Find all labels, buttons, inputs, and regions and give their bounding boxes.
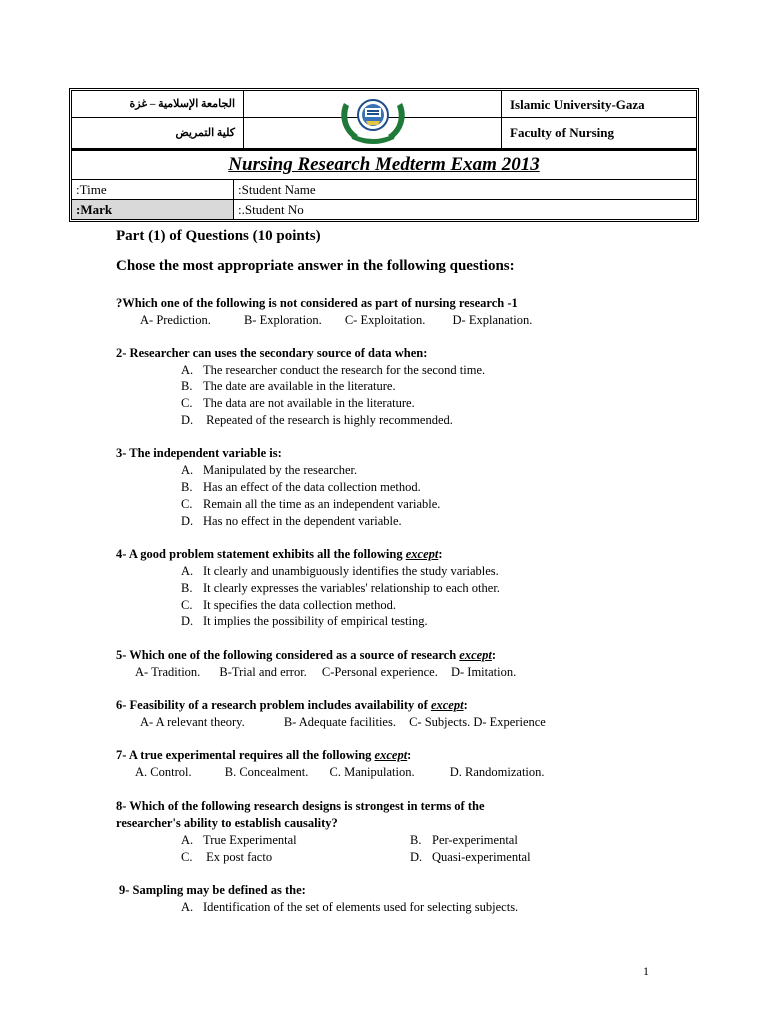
question-1-options (140, 313, 532, 328)
option-d: D. Randomization. (449, 765, 545, 779)
question-6-options (140, 715, 546, 730)
question-5-options (135, 665, 516, 680)
option-a: A. Control. (135, 765, 192, 779)
option-b: B-Trial and error. (219, 665, 307, 679)
option-c: C-Personal experience. (321, 665, 438, 679)
question-8-option-b: B. Per-experimental (410, 833, 518, 847)
question-4-option-a: A. It clearly and unambiguously identifies the study variables. (181, 564, 499, 578)
question-8-option-d: D. Quasi-experimental (410, 850, 531, 864)
faculty-name: Faculty of Nursing (510, 125, 614, 140)
university-logo-cell (244, 91, 502, 117)
question-4: 4- A good problem statement exhibits all the following except: (116, 547, 443, 561)
student-no-label: :.Student No (238, 202, 304, 217)
question-8-option-c: C. Ex post facto (181, 850, 273, 864)
instruction: Chose the most appropriate answer in the following questions: (116, 258, 515, 274)
arabic-university-name: الجامعة الإسلامية – غزة (72, 91, 244, 117)
question-8: 8- Which of the following research designs is strongest in terms of the (116, 799, 485, 813)
header-row-university (72, 91, 696, 118)
university-name: Islamic University-Gaza (510, 97, 645, 112)
student-name-label: :Student Name (238, 182, 316, 197)
logo-cell-lower (244, 118, 502, 148)
option-d: D- Explanation. (452, 313, 533, 327)
option-c: C- Subjects. D- Experience (409, 715, 546, 729)
question-3-option-b: B. Has an effect of the data collection method. (181, 480, 421, 494)
option-a: A- Tradition. (135, 665, 201, 679)
part-heading: Part (1) of Questions (10 points) (116, 228, 321, 244)
header-row-faculty (72, 118, 696, 149)
question-1: ?Which one of the following is not considered as part of nursing research -1 (116, 296, 518, 310)
question-9: 9- Sampling may be defined as the: (119, 883, 306, 897)
question-7-options (135, 765, 545, 780)
question-3: 3- The independent variable is: (116, 446, 282, 460)
page-number: 1 (643, 964, 649, 978)
question-2-option-d: D. Repeated of the research is highly recommended. (181, 413, 453, 427)
time-label: :Time (72, 180, 234, 199)
question-5: 5- Which one of the following considered as a source of research except: (116, 648, 497, 662)
exam-title: Nursing Research Medterm Exam 2013 (72, 149, 696, 180)
time-name-row (72, 180, 696, 200)
option-c: C. Manipulation. (329, 765, 415, 779)
arabic-faculty-name: كلية التمريض (72, 118, 244, 148)
question-2-option-a: A. The researcher conduct the research for the second time. (181, 363, 486, 377)
exam-header-table (69, 88, 699, 222)
question-3-option-a: A. Manipulated by the researcher. (181, 463, 358, 477)
option-b: B. Concealment. (224, 765, 309, 779)
question-3-option-c: C. Remain all the time as an independent variable. (181, 497, 441, 511)
question-4-option-d: D. It implies the possibility of empirical testing. (181, 614, 428, 628)
option-a: A- A relevant theory. (140, 715, 245, 729)
question-6: 6- Feasibility of a research problem includes availability of except: (116, 698, 468, 712)
mark-number-row (72, 200, 696, 219)
option-a: A- Prediction. (140, 313, 211, 327)
question-2: 2- Researcher can uses the secondary source of data when: (116, 346, 428, 360)
question-2-option-c: C. The data are not available in the literature. (181, 396, 415, 410)
question-8-line-2: researcher's ability to establish causality? (116, 816, 338, 830)
option-b: B- Adequate facilities. (283, 715, 396, 729)
question-4-option-c: C. It specifies the data collection method. (181, 598, 396, 612)
option-d: D- Imitation. (450, 665, 517, 679)
question-7: 7- A true experimental requires all the following except: (116, 748, 412, 762)
option-b: B- Exploration. (243, 313, 322, 327)
question-4-option-b: B. It clearly expresses the variables' relationship to each other. (181, 581, 500, 595)
question-2-option-b: B. The date are available in the literature. (181, 379, 396, 393)
mark-label: :Mark (72, 200, 234, 219)
question-3-option-d: D. Has no effect in the dependent variable. (181, 514, 402, 528)
question-8-option-a: A. True Experimental (181, 833, 297, 847)
question-9-option-a: A. Identification of the set of elements used for selecting subjects. (181, 900, 519, 914)
option-c: C- Exploitation. (344, 313, 426, 327)
